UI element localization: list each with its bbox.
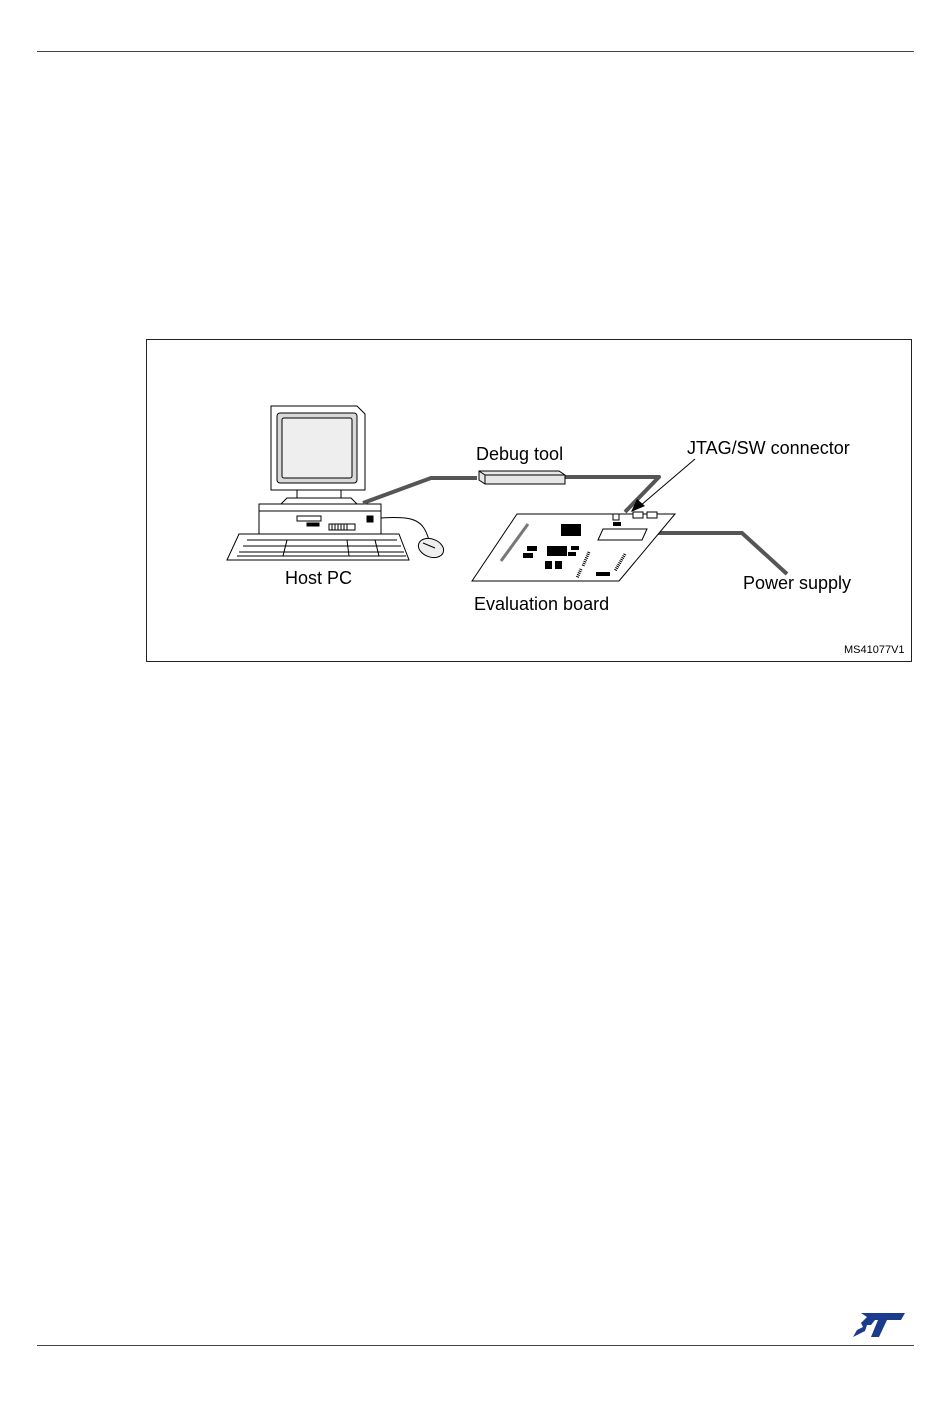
figure-code: MS41077V1 <box>844 644 905 656</box>
footer-rule <box>37 1345 914 1346</box>
jtag-pointer-arrow <box>631 459 695 512</box>
st-logo-graphic <box>851 1311 909 1339</box>
evaluation-board-label: Evaluation board <box>474 594 610 614</box>
header-rule <box>37 51 914 52</box>
debug-tool-illustration <box>479 471 565 484</box>
jtag-connector-label: JTAG/SW connector <box>687 438 850 458</box>
debug-to-board-cable <box>559 477 659 512</box>
figure-frame <box>146 339 912 662</box>
board-to-power-cable <box>655 533 787 574</box>
power-supply-label: Power supply <box>743 573 852 593</box>
evaluation-board-illustration <box>472 512 675 581</box>
host-pc-label: Host PC <box>285 568 353 588</box>
debug-tool-label: Debug tool <box>476 444 564 464</box>
st-logo-icon <box>851 1311 909 1344</box>
pc-to-debug-cable <box>363 478 477 503</box>
